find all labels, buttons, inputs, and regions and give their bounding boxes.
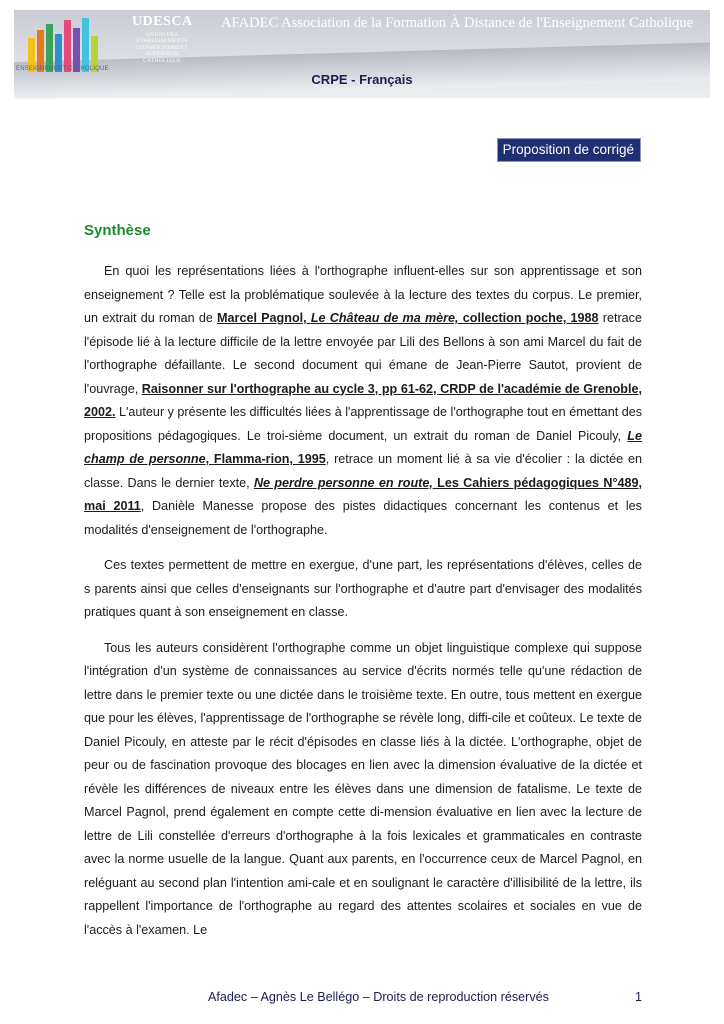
course-title: CRPE - Français bbox=[311, 72, 413, 87]
reference-pagnol-edition: collection poche, 1988 bbox=[458, 311, 599, 325]
body-text bbox=[84, 260, 642, 954]
text-run: retrace l'épisode lié à la lecture difficile de la lettre envoyée par Lili des Bellons à son ami Marcel du fait de l'orthographe défaillante. Le second document qui émane de Jean-Pierre Sautot, provient de l'ouvrage, bbox=[84, 311, 642, 396]
paragraph-3: Tous les auteurs considèrent l'orthographe comme un objet linguistique complexe qui suppose l'intégration d'un système de connaissances au service d'écrits normés telle qu'une rédaction de lettre dans le premier texte ou une dictée dans le troisième texte. En outre, tous mettent en exergue que pour les élèves, l'apprentissage de l'orthographe se révèle long, diffi-cile et coûteux. Le texte de Daniel Picouly, en atteste par le récit d'épisodes en classe liés à la dictée. L'orthographe, objet de peur ou de fascination provoque des blocages en lien avec la dimension évaluative de la dictée et révèle les différences de niveaux entre les élèves dans une dimension de fatalisme. Le texte de Marcel Pagnol, prend également en compte cette di-mension évaluative en lien avec la lecture de lettre de Lili constellée d'erreurs d'orthographe à la fois lexicales et grammaticales en contraste avec la norme usuelle de la langue. Quant aux parents, en l'occurrence ceux de Marcel Pagnol, en reléguant au second plan l'intention ami-cale et en soulignant le caractère d'illisibilité de la lettre, ils rappellent l'importance de l'orthographe au regard des attentes scolaires et sociales en vue de l'accès à l'examen. Le bbox=[84, 640, 642, 937]
corrige-badge: Proposition de corrigé bbox=[497, 138, 641, 162]
reference-picouly-edition: , Flamma-rion, 1995 bbox=[205, 452, 326, 466]
text-run: , Danièle Manesse propose des pistes didactiques concernant les contenus et les modalités d'enseignement de l'orthographe. bbox=[84, 499, 642, 537]
udesca-subtitle: UNION DES ÉTABLISSEMENTS D'ENSEIGNEMENT SUPÉRIEUR CATHOLIQUE bbox=[136, 32, 188, 64]
text-run: L'auteur y présente les difficultés liées à l'apprentissage de l'orthographe tout en émettant des propositions pédagogiques. Le troi-sième document, un extrait du roman de Daniel Picouly, bbox=[84, 405, 642, 443]
text-run: En quoi les représentations liées à l'orthographe influent-elles sur son apprentissage et son enseignement ? Telle est la problématique soulevée à la lecture des textes du corpus. Le premier, un extrait du roman de bbox=[84, 264, 642, 325]
udesca-logo-text: UDESCA bbox=[132, 14, 193, 29]
reference-sautot: Raisonner sur l'orthographe au cycle 3, pp 61-62, CRDP de l'académie de Grenoble, 2002. bbox=[84, 381, 642, 419]
text-run: , retrace un moment lié à sa vie d'écolier : la dictée en classe. Dans le dernier texte, bbox=[84, 452, 642, 490]
reference-manesse-edition: Les Cahiers pédagogiques N°489, mai 2011 bbox=[84, 475, 643, 513]
paragraph-2: Ces textes permettent de mettre en exergue, d'une part, les représentations d'élèves, celles de s parents ainsi que celles d'enseignants sur l'orthographe et d'autre part d'envisager des modalités pratiques quant à son enseignement en classe. bbox=[84, 558, 642, 619]
logo-caption: ENSEIGNEMENT CATHOLIQUE bbox=[16, 66, 109, 72]
reference-pagnol-author: Marcel Pagnol, bbox=[217, 311, 311, 325]
section-title: Synthèse bbox=[84, 222, 151, 239]
reference-manesse-title: Ne perdre personne en route, bbox=[253, 475, 433, 490]
page-number: 1 bbox=[635, 990, 643, 1004]
reference-picouly-title: Le champ de personne bbox=[84, 428, 642, 466]
paragraph-1 bbox=[84, 260, 642, 542]
banner-title: AFADEC Association de la Formation À Distance de l'Enseignement Catholique bbox=[221, 15, 694, 31]
reference-pagnol-title: Le Château de ma mère, bbox=[310, 311, 459, 325]
footer-credit: Afadec – Agnès Le Bellégo – Droits de reproduction réservés bbox=[208, 990, 549, 1004]
